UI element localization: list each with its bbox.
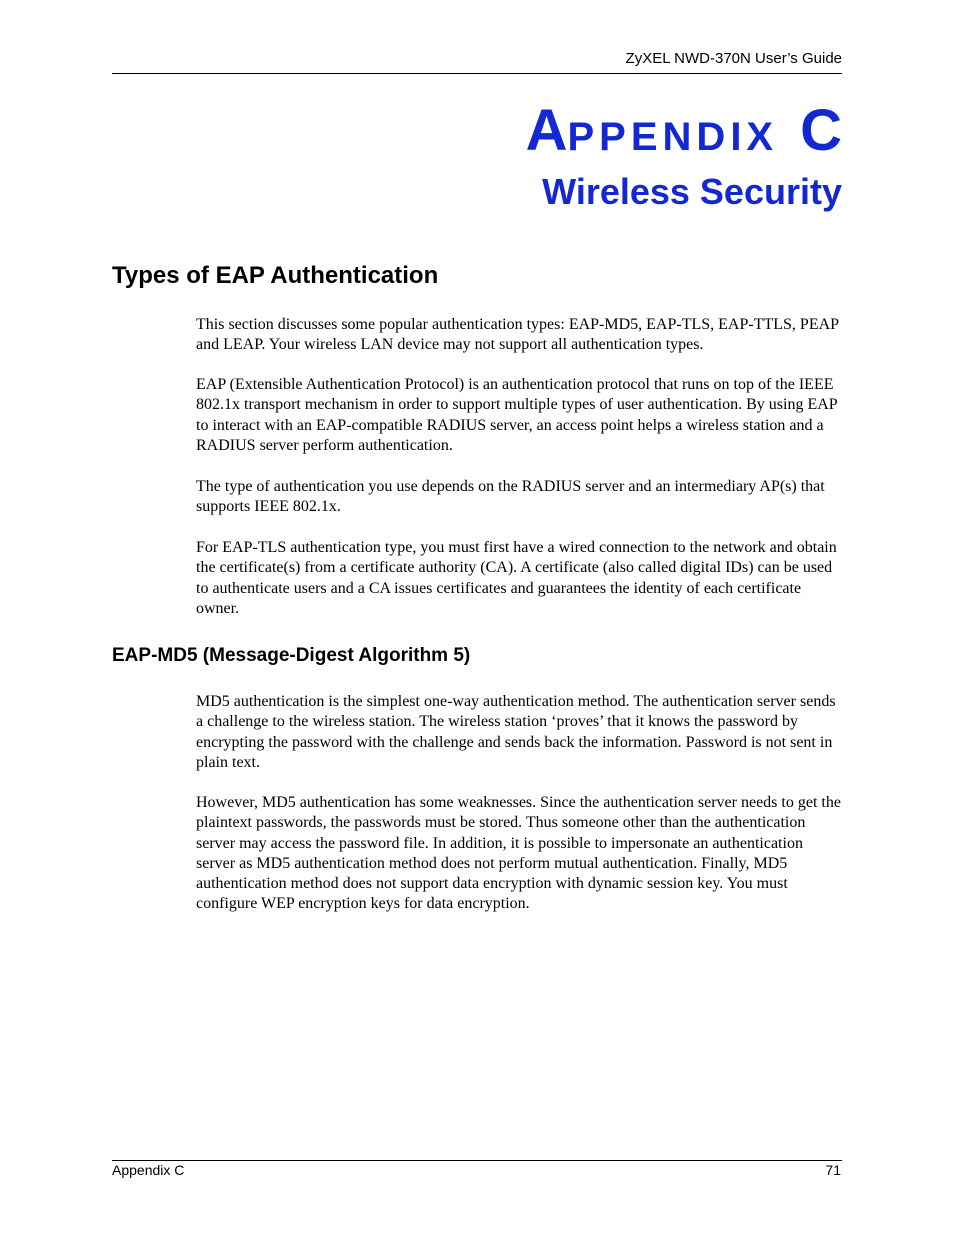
chapter-label <box>526 98 842 170</box>
page-number: 71 <box>825 1162 841 1178</box>
subsection-paragraph-2: However, MD5 authentication has some weaknesses. Since the authentication server needs to get the plaintext passwords, the passwords must be stored. Thus someone other than the authentication server may access the password file. In addition, it is possible to impersonate an authentication server as MD5 authentication method does not perform mutual authentication. Finally, MD5 authentication method does not support data encryption with dynamic session key. You must configure WEP encryption keys for data encryption. <box>196 794 841 913</box>
chapter-letter: C <box>800 98 842 163</box>
running-header: ZyXEL NWD-370N User’s Guide <box>625 50 842 67</box>
chapter-title: Wireless Security <box>542 171 842 212</box>
section-heading: Types of EAP Authentication <box>112 262 439 289</box>
header-rule <box>112 73 842 74</box>
chapter-label-rest: PPENDIX <box>567 115 779 159</box>
chapter-label-initial: A <box>525 98 568 163</box>
section-paragraph-2: EAP (Extensible Authentication Protocol) is an authentication protocol that runs on top of the IEEE 802.1x transport mechanism in order to support multiple types of user authentication. By using EAP to interact with an EAP-compatible RADIUS server, an access point helps a wireless station and a RADIUS server perform authentication. <box>196 376 838 454</box>
section-paragraph-4: For EAP-TLS authentication type, you must first have a wired connection to the network and obtain the certificate(s) from a certificate authority (CA). A certificate (also called digital IDs) can be used to authenticate users and a CA issues certificates and guarantees the identity of each certificate owner. <box>196 539 837 617</box>
footer-rule <box>112 1160 842 1161</box>
section-paragraph-3: The type of authentication you use depends on the RADIUS server and an intermediary AP(s) that supports IEEE 802.1x. <box>196 478 825 516</box>
subsection-paragraph-1: MD5 authentication is the simplest one-way authentication method. The authentication server sends a challenge to the wireless station. The wireless station ‘proves’ that it knows the password by encrypting the password with the challenge and sends back the information. Password is not sent in plain text. <box>196 693 836 771</box>
footer-chapter: Appendix C <box>112 1162 185 1178</box>
subsection-heading: EAP-MD5 (Message-Digest Algorithm 5) <box>112 645 471 666</box>
section-paragraph-1: This section discusses some popular authentication types: EAP-MD5, EAP-TLS, EAP-TTLS, PEAP and LEAP. Your wireless LAN device may not support all authentication types. <box>196 316 839 354</box>
